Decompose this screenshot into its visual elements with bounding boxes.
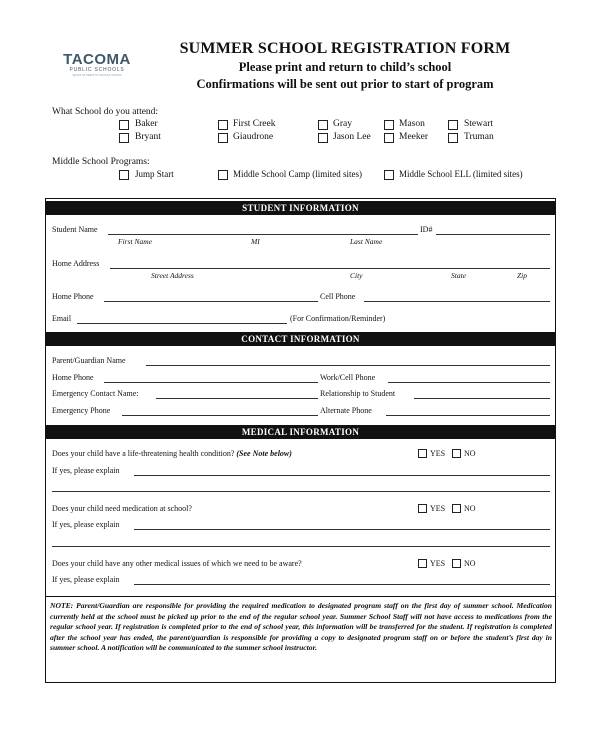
medical-question-2: Does your child need medication at school? (52, 504, 192, 513)
instruction-line-1: Please print and return to child’s school (238, 60, 452, 74)
emergency-phone-label: Emergency Phone (52, 406, 111, 415)
zip-sublabel: Zip (517, 271, 528, 280)
street-sublabel: Street Address (151, 271, 194, 280)
q1-no-checkbox[interactable] (452, 449, 461, 458)
option-first-creek: First Creek (233, 119, 276, 129)
student-cell-phone-label: Cell Phone (320, 292, 356, 301)
medical-info-header: MEDICAL INFORMATION (46, 425, 555, 439)
q1-explain-label: If yes, please explain (52, 466, 120, 475)
q3-explain-field[interactable] (134, 584, 550, 585)
q3-no-checkbox[interactable] (452, 559, 461, 568)
q3-yes-label: YES (430, 559, 446, 568)
programs-label: Middle School Programs: (52, 157, 150, 167)
first-name-sublabel: First Name (118, 237, 152, 246)
medication-note: NOTE: Parent/Guardian are responsible for providing the required medication to designated program staff on the first day of summer school. Medication currently held at the school must be picked up prior to the end of the regular school year. Summer School Staff will not have access to medications from the regular school year. If registration is completed prior to the end of school year, this information will be transferred for the student. If registration is completed after the school year has ended, the parent/guardian is responsible for providing a copy to designated program staff on or before the student’s first day in summer school. A notification will be communicated to the summer school instructor. (50, 601, 552, 652)
q2-no-label: NO (464, 504, 476, 513)
student-home-phone-field[interactable] (104, 301, 318, 302)
checkbox-stewart[interactable] (448, 120, 458, 130)
option-mason: Mason (399, 119, 425, 129)
student-name-label: Student Name (52, 225, 98, 234)
checkbox-baker[interactable] (119, 120, 129, 130)
q2-yes-label: YES (430, 504, 446, 513)
student-home-phone-label: Home Phone (52, 292, 94, 301)
email-field[interactable] (77, 323, 287, 324)
q2-explain-field-2[interactable] (52, 546, 550, 547)
q1-explain-field-2[interactable] (52, 491, 550, 492)
form-title: SUMMER SCHOOL REGISTRATION FORM (179, 40, 511, 57)
alternate-phone-label: Alternate Phone (320, 406, 372, 415)
work-cell-phone-label: Work/Cell Phone (320, 373, 376, 382)
logo-subtitle: PUBLIC SCHOOLS (69, 67, 125, 73)
checkbox-bryant[interactable] (119, 133, 129, 143)
checkbox-ms-camp[interactable] (218, 170, 228, 180)
contact-home-phone-field[interactable] (104, 382, 318, 383)
home-address-field[interactable] (110, 268, 550, 269)
contact-home-phone-label: Home Phone (52, 373, 94, 382)
last-name-sublabel: Last Name (350, 237, 383, 246)
q3-yes-checkbox[interactable] (418, 559, 427, 568)
medical-question-1-text: Does your child have a life-threatening health condition? (52, 449, 235, 458)
q1-explain-field[interactable] (134, 475, 550, 476)
checkbox-gray[interactable] (318, 120, 328, 130)
option-baker: Baker (135, 119, 158, 129)
logo-tagline: WHAT STUDENTS SHOULD KNOW (72, 73, 122, 77)
guardian-name-field[interactable] (146, 365, 550, 366)
medical-question-1 (52, 449, 292, 459)
home-address-label: Home Address (52, 259, 100, 268)
alternate-phone-field[interactable] (386, 415, 550, 416)
checkbox-truman[interactable] (448, 133, 458, 143)
school-question-label: What School do you attend: (52, 107, 159, 117)
option-ms-camp: Middle School Camp (limited sites) (233, 169, 362, 179)
checkbox-first-creek[interactable] (218, 120, 228, 130)
q1-yes-checkbox[interactable] (418, 449, 427, 458)
medical-question-3: Does your child have any other medical issues of which we need to be aware? (52, 559, 302, 568)
q2-no-checkbox[interactable] (452, 504, 461, 513)
note-divider (46, 596, 555, 597)
state-sublabel: State (451, 271, 466, 280)
q2-yes-checkbox[interactable] (418, 504, 427, 513)
relationship-field[interactable] (414, 398, 550, 399)
q1-yes-label: YES (430, 449, 446, 458)
city-sublabel: City (350, 271, 363, 280)
option-gray: Gray (333, 119, 352, 129)
option-jason-lee: Jason Lee (333, 132, 371, 142)
checkbox-ms-ell[interactable] (384, 170, 394, 180)
checkbox-mason[interactable] (384, 120, 394, 130)
logo-name: TACOMA (63, 51, 131, 68)
email-label: Email (52, 314, 72, 323)
email-note: (For Confirmation/Reminder) (290, 314, 386, 323)
emergency-contact-label: Emergency Contact Name: (52, 389, 139, 398)
option-jump-start: Jump Start (135, 169, 174, 179)
student-name-field[interactable] (108, 234, 418, 235)
student-cell-phone-field[interactable] (364, 301, 550, 302)
work-cell-phone-field[interactable] (388, 382, 550, 383)
id-field[interactable] (436, 234, 550, 235)
q1-no-label: NO (464, 449, 476, 458)
emergency-phone-field[interactable] (122, 415, 318, 416)
q2-explain-field[interactable] (134, 529, 550, 530)
option-stewart: Stewart (464, 119, 494, 129)
emergency-contact-field[interactable] (156, 398, 318, 399)
option-giaudrone: Giaudrone (233, 132, 274, 142)
option-meeker: Meeker (399, 132, 429, 142)
relationship-label: Relationship to Student (320, 389, 396, 398)
q3-no-label: NO (464, 559, 476, 568)
mi-sublabel: MI (251, 237, 260, 246)
option-ms-ell: Middle School ELL (limited sites) (399, 169, 523, 179)
medical-question-1-note: (See Note below) (236, 449, 292, 458)
id-label: ID# (420, 225, 433, 234)
option-bryant: Bryant (135, 132, 161, 142)
checkbox-giaudrone[interactable] (218, 133, 228, 143)
q2-explain-label: If yes, please explain (52, 520, 120, 529)
contact-info-header: CONTACT INFORMATION (46, 332, 555, 346)
checkbox-jump-start[interactable] (119, 170, 129, 180)
checkbox-jason-lee[interactable] (318, 133, 328, 143)
option-truman: Truman (464, 132, 494, 142)
q3-explain-label: If yes, please explain (52, 575, 120, 584)
checkbox-meeker[interactable] (384, 133, 394, 143)
tacoma-logo (62, 52, 132, 78)
instruction-line-2: Confirmations will be sent out prior to start of program (196, 77, 494, 91)
student-info-header: STUDENT INFORMATION (46, 201, 555, 215)
guardian-name-label: Parent/Guardian Name (52, 356, 126, 365)
